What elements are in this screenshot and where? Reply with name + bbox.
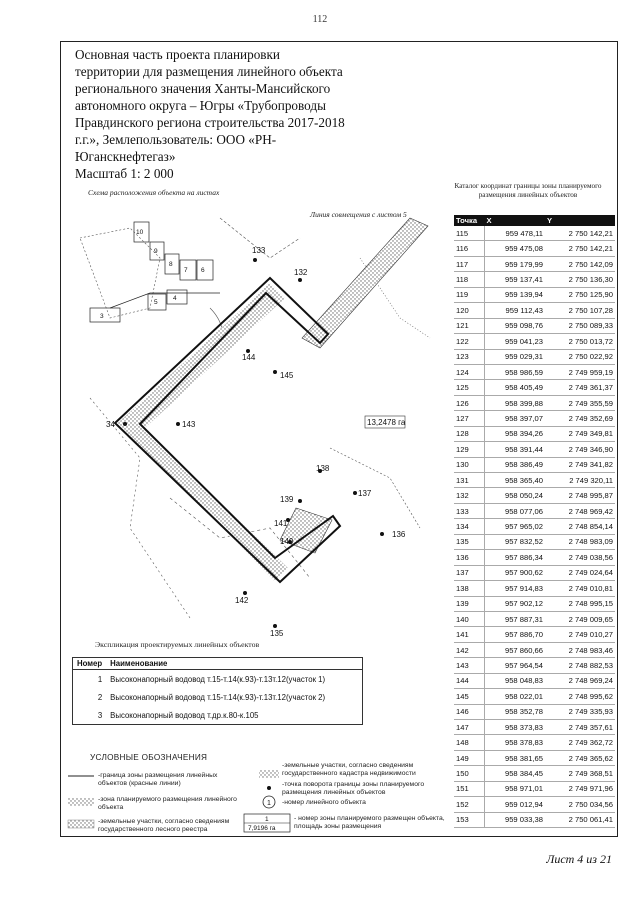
catalog-y: 2 748 969,24 — [545, 673, 615, 688]
explication-row — [73, 670, 363, 689]
catalog-x: 958 022,01 — [485, 689, 546, 704]
catalog-row — [454, 473, 615, 488]
catalog-point: 137 — [454, 565, 485, 580]
legend-item: -точка поворота границы зоны планируемого размещения линейных объектов — [282, 781, 425, 796]
catalog-point: 152 — [454, 797, 485, 812]
catalog-row — [454, 488, 615, 503]
catalog-y: 2 749 361,37 — [545, 380, 615, 395]
catalog-y: 2 748 854,14 — [545, 519, 615, 534]
catalog-row — [454, 256, 615, 271]
catalog-point: 132 — [454, 488, 485, 503]
pipeline-corridor-lower — [280, 508, 332, 553]
catalog-x: 957 887,31 — [485, 611, 546, 626]
point-label: 141 — [274, 519, 288, 528]
catalog-x: 958 391,44 — [485, 442, 546, 457]
point-label: 144 — [242, 353, 256, 362]
line-caption: Линия совмещения с листом 5 — [310, 210, 407, 219]
catalog-x: 957 914,83 — [485, 581, 546, 596]
catalog-point: 124 — [454, 364, 485, 379]
point-label: 135 — [270, 629, 284, 638]
catalog-row — [454, 797, 615, 812]
catalog-point: 148 — [454, 735, 485, 750]
svg-text:7,9196 га: 7,9196 га — [248, 825, 276, 832]
catalog-row — [454, 395, 615, 410]
catalog-point: 133 — [454, 503, 485, 518]
catalog-row — [454, 226, 615, 241]
catalog-y: 2 748 983,46 — [545, 642, 615, 657]
catalog-x: 958 386,49 — [485, 457, 546, 472]
catalog-y: 2 749 357,61 — [545, 720, 615, 735]
catalog-point: 151 — [454, 781, 485, 796]
legend-item: -номер линейного объекта — [282, 799, 366, 806]
sheet-index-numbers — [100, 229, 205, 320]
catalog-y: 2 749 335,93 — [545, 704, 615, 719]
catalog-row — [454, 550, 615, 565]
catalog-point: 130 — [454, 457, 485, 472]
catalog-y: 2 750 061,41 — [545, 812, 615, 827]
catalog-point: 115 — [454, 226, 485, 241]
svg-text:5: 5 — [154, 299, 158, 306]
catalog-point: 139 — [454, 596, 485, 611]
catalog-y: 2 749 346,90 — [545, 442, 615, 457]
catalog-y: 2 749 362,72 — [545, 735, 615, 750]
catalog-y: 2 750 142,21 — [545, 241, 615, 256]
catalog-point: 131 — [454, 473, 485, 488]
catalog-point: 120 — [454, 303, 485, 318]
catalog-row — [454, 781, 615, 796]
catalog-point: 134 — [454, 519, 485, 534]
catalog-x: 959 475,08 — [485, 241, 546, 256]
point-label: 136 — [392, 530, 406, 539]
catalog-x: 959 137,41 — [485, 272, 546, 287]
catalog-y: 2 749 010,27 — [545, 627, 615, 642]
svg-text:10: 10 — [136, 229, 144, 236]
sheet-label: Лист 4 из 21 — [546, 852, 612, 866]
catalog-x: 958 381,65 — [485, 750, 546, 765]
catalog-y: 2 750 142,09 — [545, 256, 615, 271]
catalog-y: 2 749 320,11 — [545, 473, 615, 488]
catalog-y: 2 748 995,15 — [545, 596, 615, 611]
legend-forest-symbol — [68, 820, 94, 828]
catalog-y: 2 750 142,21 — [545, 226, 615, 241]
catalog-y: 2 750 034,56 — [545, 797, 615, 812]
catalog-y: 2 749 024,64 — [545, 565, 615, 580]
catalog-y: 2 748 995,87 — [545, 488, 615, 503]
catalog-point: 117 — [454, 256, 485, 271]
legend-item: -зона планируемого размещения линейного объекта — [98, 796, 237, 811]
catalog-point: 146 — [454, 704, 485, 719]
catalog-y: 2 750 136,30 — [545, 272, 615, 287]
catalog-y: 2 749 959,19 — [545, 364, 615, 379]
catalog-y: 2 748 969,42 — [545, 503, 615, 518]
catalog-x: 958 986,59 — [485, 364, 546, 379]
catalog-row — [454, 642, 615, 657]
site-map — [70, 198, 440, 638]
title-line: Основная часть проекта планировки — [75, 47, 280, 62]
catalog-y: 2 749 365,62 — [545, 750, 615, 765]
catalog-x: 959 041,23 — [485, 334, 546, 349]
catalog-row — [454, 704, 615, 719]
title-line: регионального значения Ханты-Мансийского — [75, 81, 331, 96]
catalog-point: 145 — [454, 689, 485, 704]
catalog-row — [454, 241, 615, 256]
catalog-row — [454, 627, 615, 642]
catalog-y: 2 749 971,96 — [545, 781, 615, 796]
point-label: 142 — [235, 596, 249, 605]
legend-zone-symbol — [68, 798, 94, 806]
svg-text:1: 1 — [265, 816, 269, 823]
area-label: 13,2478 га — [367, 418, 406, 427]
catalog-row — [454, 720, 615, 735]
title-line: территории для размещения линейного объекта — [75, 64, 343, 79]
catalog-x: 959 012,94 — [485, 797, 546, 812]
catalog-point: 150 — [454, 766, 485, 781]
catalog-point: 116 — [454, 241, 485, 256]
catalog-point: 123 — [454, 349, 485, 364]
explication-row — [73, 688, 363, 706]
catalog-x: 958 373,83 — [485, 720, 546, 735]
catalog-row — [454, 812, 615, 827]
catalog-x: 958 399,88 — [485, 395, 546, 410]
catalog-row — [454, 272, 615, 287]
catalog-row — [454, 503, 615, 518]
legend-item: - номер зоны планируемого размещен объекта, площадь зоны размещения — [294, 815, 445, 830]
svg-text:8: 8 — [169, 261, 173, 268]
catalog-row — [454, 426, 615, 441]
catalog-point: 118 — [454, 272, 485, 287]
catalog-row — [454, 349, 615, 364]
explication-number: 1 — [97, 674, 103, 684]
title-block — [75, 46, 375, 182]
catalog-x: 957 832,52 — [485, 534, 546, 549]
explication-name: Высоконапорный водовод т.15-т.14(к.93)-т.13т.12(участок 2) — [110, 692, 326, 702]
catalog-row — [454, 334, 615, 349]
catalog-caption: Каталог координат границы зоны планируемого размещения линейных объектов — [454, 182, 602, 199]
catalog-x: 958 971,01 — [485, 781, 546, 796]
legend-item: -граница зоны размещения линейных объектов (красные линии) — [98, 772, 218, 787]
catalog-point: 121 — [454, 318, 485, 333]
catalog-row — [454, 750, 615, 765]
catalog-y: 2 749 038,56 — [545, 550, 615, 565]
catalog-row — [454, 673, 615, 688]
catalog-row — [454, 318, 615, 333]
catalog-row — [454, 364, 615, 379]
legend-title: УСЛОВНЫЕ ОБОЗНАЧЕНИЯ — [90, 753, 208, 762]
catalog-x: 958 384,45 — [485, 766, 546, 781]
explication-name: Высоконапорный водовод т.др.к.80-к.105 — [110, 710, 259, 720]
title-line: автономного округа – Югры «Трубопроводы — [75, 98, 326, 113]
catalog-row — [454, 581, 615, 596]
catalog-point: 136 — [454, 550, 485, 565]
explication-header-number: Номер — [73, 658, 107, 670]
catalog-row — [454, 596, 615, 611]
catalog-x: 958 048,83 — [485, 673, 546, 688]
explication-number: 3 — [97, 710, 103, 720]
catalog-x: 958 050,24 — [485, 488, 546, 503]
legend-item: -земельные участки, согласно сведениям государственного кадастра недвижимости — [282, 762, 416, 777]
catalog-y: 2 750 125,90 — [545, 287, 615, 302]
catalog-y: 2 749 341,82 — [545, 457, 615, 472]
catalog-row — [454, 287, 615, 302]
svg-text:9: 9 — [154, 248, 158, 255]
title-line: г.г.», Землепользователь: ООО «РН- — [75, 132, 277, 147]
svg-text:4: 4 — [173, 295, 177, 302]
catalog-y: 2 748 995,62 — [545, 689, 615, 704]
legend-item: -земельные участки, согласно сведениям государственного лесного реестра — [98, 818, 230, 833]
catalog-x: 958 077,06 — [485, 503, 546, 518]
catalog-row — [454, 519, 615, 534]
catalog-point: 144 — [454, 673, 485, 688]
catalog-y: 2 748 882,53 — [545, 658, 615, 673]
explication-table — [72, 657, 363, 725]
svg-text:6: 6 — [201, 267, 205, 274]
legend-point-symbol — [267, 786, 271, 790]
catalog-header-x: X — [485, 215, 546, 226]
scale-line: Масштаб 1: 2 000 — [75, 166, 174, 181]
point-label: 132 — [294, 268, 308, 277]
scheme-caption: Схема расположения объекта на листах — [88, 188, 220, 197]
explication-caption: Экспликация проектируемых линейных объектов — [95, 640, 260, 649]
catalog-point: 149 — [454, 750, 485, 765]
catalog-header-point: Точка — [454, 215, 485, 226]
svg-text:7: 7 — [184, 267, 188, 274]
catalog-row — [454, 689, 615, 704]
catalog-row — [454, 303, 615, 318]
catalog-y: 2 749 010,81 — [545, 581, 615, 596]
explication-number: 2 — [97, 692, 103, 702]
catalog-header-y: Y — [545, 215, 615, 226]
point-label: 140 — [280, 537, 294, 546]
catalog-x: 957 965,02 — [485, 519, 546, 534]
catalog-x: 958 352,78 — [485, 704, 546, 719]
catalog-x: 957 886,34 — [485, 550, 546, 565]
catalog-point: 119 — [454, 287, 485, 302]
catalog-x: 959 478,11 — [485, 226, 546, 241]
catalog-point: 128 — [454, 426, 485, 441]
catalog-x: 958 394,26 — [485, 426, 546, 441]
explication-header-row — [73, 658, 363, 670]
catalog-point: 141 — [454, 627, 485, 642]
catalog-row — [454, 442, 615, 457]
catalog-point: 147 — [454, 720, 485, 735]
catalog-y: 2 749 352,69 — [545, 411, 615, 426]
catalog-row — [454, 380, 615, 395]
catalog-row — [454, 735, 615, 750]
catalog-y: 2 750 089,33 — [545, 318, 615, 333]
catalog-x: 959 033,38 — [485, 812, 546, 827]
svg-text:1: 1 — [267, 800, 271, 807]
point-label: 139 — [280, 495, 294, 504]
catalog-y: 2 749 355,59 — [545, 395, 615, 410]
coordinate-catalog-table — [454, 215, 615, 828]
catalog-y: 2 749 349,81 — [545, 426, 615, 441]
catalog-row — [454, 457, 615, 472]
catalog-row — [454, 565, 615, 580]
catalog-point: 126 — [454, 395, 485, 410]
catalog-point: 140 — [454, 611, 485, 626]
catalog-row — [454, 534, 615, 549]
catalog-y: 2 750 107,28 — [545, 303, 615, 318]
explication-header-name: Наименование — [106, 658, 362, 670]
explication-name: Высоконапорный водовод т.15-т.14(к.93)-т.13т.12(участок 1) — [110, 674, 326, 684]
catalog-x: 958 405,49 — [485, 380, 546, 395]
catalog-x: 959 112,43 — [485, 303, 546, 318]
catalog-point: 142 — [454, 642, 485, 657]
catalog-y: 2 750 013,72 — [545, 334, 615, 349]
point-label: 34 — [106, 420, 115, 429]
catalog-y: 2 749 368,51 — [545, 766, 615, 781]
catalog-point: 129 — [454, 442, 485, 457]
catalog-point: 138 — [454, 581, 485, 596]
catalog-x: 958 378,83 — [485, 735, 546, 750]
catalog-x: 959 029,31 — [485, 349, 546, 364]
catalog-row — [454, 766, 615, 781]
catalog-x: 959 098,76 — [485, 318, 546, 333]
catalog-point: 153 — [454, 812, 485, 827]
point-label: 143 — [182, 420, 196, 429]
catalog-x: 957 964,54 — [485, 658, 546, 673]
point-label: 133 — [252, 246, 266, 255]
point-label: 137 — [358, 489, 372, 498]
point-label: 145 — [280, 371, 294, 380]
catalog-point: 135 — [454, 534, 485, 549]
catalog-point: 143 — [454, 658, 485, 673]
catalog-row — [454, 411, 615, 426]
catalog-header-row — [454, 215, 615, 226]
catalog-x: 957 900,62 — [485, 565, 546, 580]
page-number: 112 — [312, 14, 328, 25]
catalog-point: 122 — [454, 334, 485, 349]
catalog-x: 958 397,07 — [485, 411, 546, 426]
catalog-point: 125 — [454, 380, 485, 395]
svg-text:3: 3 — [100, 313, 104, 320]
catalog-x: 957 902,12 — [485, 596, 546, 611]
catalog-row — [454, 658, 615, 673]
point-label: 138 — [316, 464, 330, 473]
catalog-y: 2 749 009,65 — [545, 611, 615, 626]
catalog-y: 2 750 022,92 — [545, 349, 615, 364]
explication-row — [73, 706, 363, 725]
catalog-y: 2 748 983,09 — [545, 534, 615, 549]
planned-zone-band — [118, 283, 288, 582]
title-line: Юганскнефтегаз» — [75, 149, 176, 164]
legend-cadastre-symbol — [259, 770, 279, 778]
catalog-x: 957 860,66 — [485, 642, 546, 657]
catalog-x: 957 886,70 — [485, 627, 546, 642]
title-line: Правдинского региона строительства 2017-2018 — [75, 115, 345, 130]
catalog-x: 959 139,94 — [485, 287, 546, 302]
catalog-point: 127 — [454, 411, 485, 426]
catalog-x: 958 365,40 — [485, 473, 546, 488]
catalog-row — [454, 611, 615, 626]
catalog-x: 959 179,99 — [485, 256, 546, 271]
